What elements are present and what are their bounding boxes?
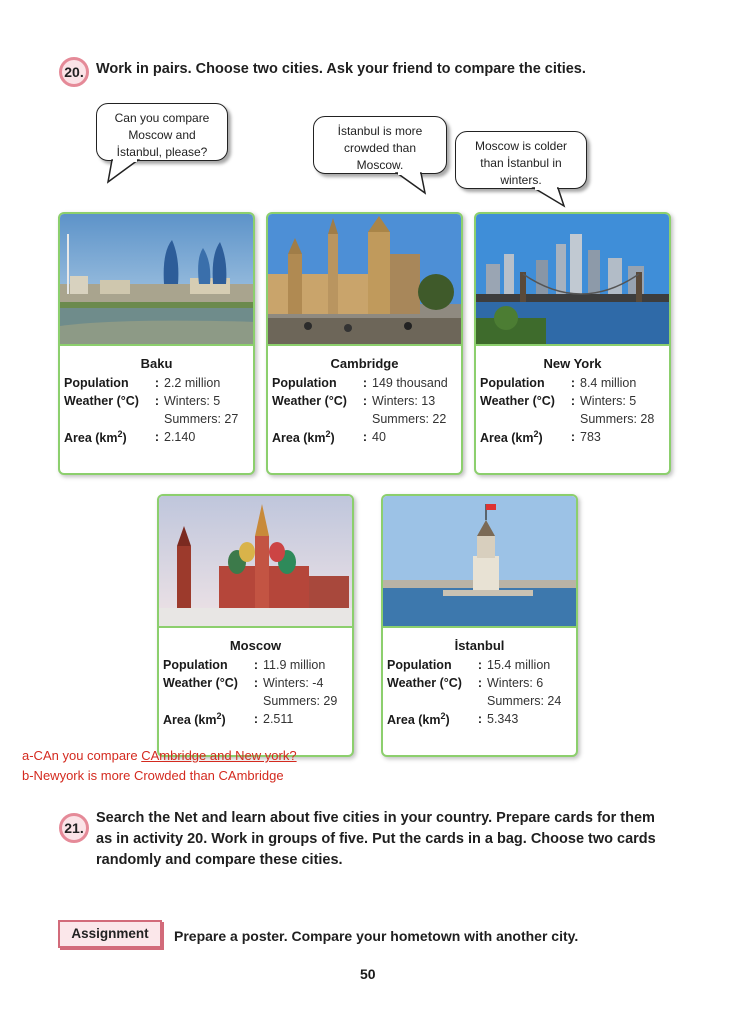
winters-value: Winters: 5 bbox=[580, 394, 637, 408]
summers-value: Summers: 22 bbox=[372, 412, 447, 426]
population-value: 8.4 million bbox=[580, 376, 637, 390]
page-number: 50 bbox=[360, 966, 376, 982]
speech-bubble-2 bbox=[313, 116, 447, 174]
assignment-label: Assignment bbox=[58, 920, 162, 948]
population-value: 15.4 million bbox=[487, 658, 551, 672]
speech-bubble-tail bbox=[395, 171, 431, 197]
bubble-line: Can you compare bbox=[114, 111, 210, 125]
activity-20-instruction: Work in pairs. Choose two cities. Ask your friend to compare the cities. bbox=[96, 61, 586, 77]
area-label: Area $(km^2)$ bbox=[480, 428, 543, 446]
bubble-line: winters. bbox=[500, 173, 542, 187]
city-stats-table: Population : 149 thousand Weather (°C) : Winters: 13 Summers: 22 Area $(km^2)$ : 40 bbox=[272, 376, 448, 446]
weather-label: Weather (°C) bbox=[480, 394, 555, 408]
city-name: Cambridge bbox=[330, 356, 399, 371]
area-label: Area $(km^2)$ bbox=[387, 710, 450, 728]
city-stats-table: Population : 15.4 million Weather (°C) : Winters: 6 Summers: 24 Area $(km^2)$ : 5.343 bbox=[387, 658, 562, 728]
population-label: Population bbox=[64, 376, 129, 390]
handwritten-answer-a: a-CAn you compare CAmbridge and New york? bbox=[22, 748, 297, 763]
city-name: İstanbul bbox=[454, 638, 505, 653]
moscow-st-basils-photo bbox=[159, 496, 352, 628]
area-value: 40 bbox=[372, 430, 386, 444]
weather-label: Weather (°C) bbox=[272, 394, 347, 408]
speech-bubble-1 bbox=[96, 103, 228, 161]
city-name: New York bbox=[543, 356, 602, 371]
bubble-line: Moscow and bbox=[128, 128, 196, 142]
population-label: Population bbox=[387, 658, 452, 672]
population-label: Population bbox=[163, 658, 228, 672]
area-value: 2.140 bbox=[164, 430, 196, 444]
new-york-skyline-photo bbox=[476, 214, 669, 346]
summers-value: Summers: 27 bbox=[164, 412, 239, 426]
speech-bubble-tail bbox=[530, 186, 570, 210]
summers-value: Summers: 24 bbox=[487, 694, 562, 708]
winters-value: Winters: -4 bbox=[263, 676, 324, 690]
bubble-line: crowded than bbox=[343, 141, 417, 155]
weather-label: Weather (°C) bbox=[387, 676, 462, 690]
activity-number-badge: 21. bbox=[59, 813, 89, 843]
bubble-line: İstanbul, please? bbox=[116, 145, 208, 159]
area-label: Area $(km^2)$ bbox=[163, 710, 226, 728]
activity-21-instruction: Search the Net and learn about five cities in your country. Prepare cards for them as in activity 20. Work in groups of five. Put the cards in a bag. Choose two cards randomly and compare these cities. bbox=[96, 810, 656, 868]
cambridge-kings-college-photo bbox=[268, 214, 461, 346]
population-value: 11.9 million bbox=[263, 658, 326, 672]
istanbul-maidens-tower-photo bbox=[383, 496, 576, 628]
winters-value: Winters: 6 bbox=[487, 676, 544, 690]
population-label: Population bbox=[272, 376, 337, 390]
area-label: Area $(km^2)$ bbox=[64, 428, 127, 446]
summers-value: Summers: 29 bbox=[263, 694, 338, 708]
bubble-line: than İstanbul in bbox=[480, 156, 562, 170]
city-stats-table: Population : 2.2 million Weather (°C) : Winters: 5 Summers: 27 Area $(km^2)$ : 2.140 bbox=[64, 376, 239, 446]
area-value: 5.343 bbox=[487, 712, 519, 726]
city-card-moscow bbox=[157, 494, 354, 757]
city-stats-table: Population : 11.9 million Weather (°C) : Winters: -4 Summers: 29 Area $(km^2)$ : 2.511 bbox=[163, 658, 338, 728]
activity-number-badge: 20. bbox=[59, 57, 89, 87]
weather-label: Weather (°C) bbox=[64, 394, 139, 408]
winters-value: Winters: 5 bbox=[164, 394, 221, 408]
bubble-line: Moscow. bbox=[356, 158, 404, 172]
city-card-baku bbox=[58, 212, 255, 475]
city-card-cambridge bbox=[266, 212, 463, 475]
city-card-istanbul bbox=[381, 494, 578, 757]
summers-value: Summers: 28 bbox=[580, 412, 655, 426]
area-label: Area $(km^2)$ bbox=[272, 428, 335, 446]
handwritten-answer-b: b-Newyork is more Crowded than CAmbridge bbox=[22, 768, 284, 783]
city-stats-table: Population : 8.4 million Weather (°C) : Winters: 5 Summers: 28 Area $(km^2)$ : 783 bbox=[480, 376, 655, 446]
bubble-line: İstanbul is more bbox=[337, 124, 423, 138]
population-label: Population bbox=[480, 376, 545, 390]
population-value: 2.2 million bbox=[164, 376, 221, 390]
area-value: 783 bbox=[580, 430, 601, 444]
assignment-text: Prepare a poster. Compare your hometown with another city. bbox=[174, 928, 579, 944]
city-name: Baku bbox=[140, 356, 173, 371]
bubble-line: Moscow is colder bbox=[474, 139, 568, 153]
speech-bubble-tail bbox=[104, 158, 144, 186]
population-value: 149 thousand bbox=[372, 376, 448, 390]
weather-label: Weather (°C) bbox=[163, 676, 238, 690]
city-card-new-york bbox=[474, 212, 671, 475]
baku-flame-towers-photo bbox=[60, 214, 253, 346]
city-name: Moscow bbox=[229, 638, 282, 653]
speech-bubble-3 bbox=[455, 131, 587, 189]
winters-value: Winters: 13 bbox=[372, 394, 436, 408]
area-value: 2.511 bbox=[263, 712, 294, 726]
